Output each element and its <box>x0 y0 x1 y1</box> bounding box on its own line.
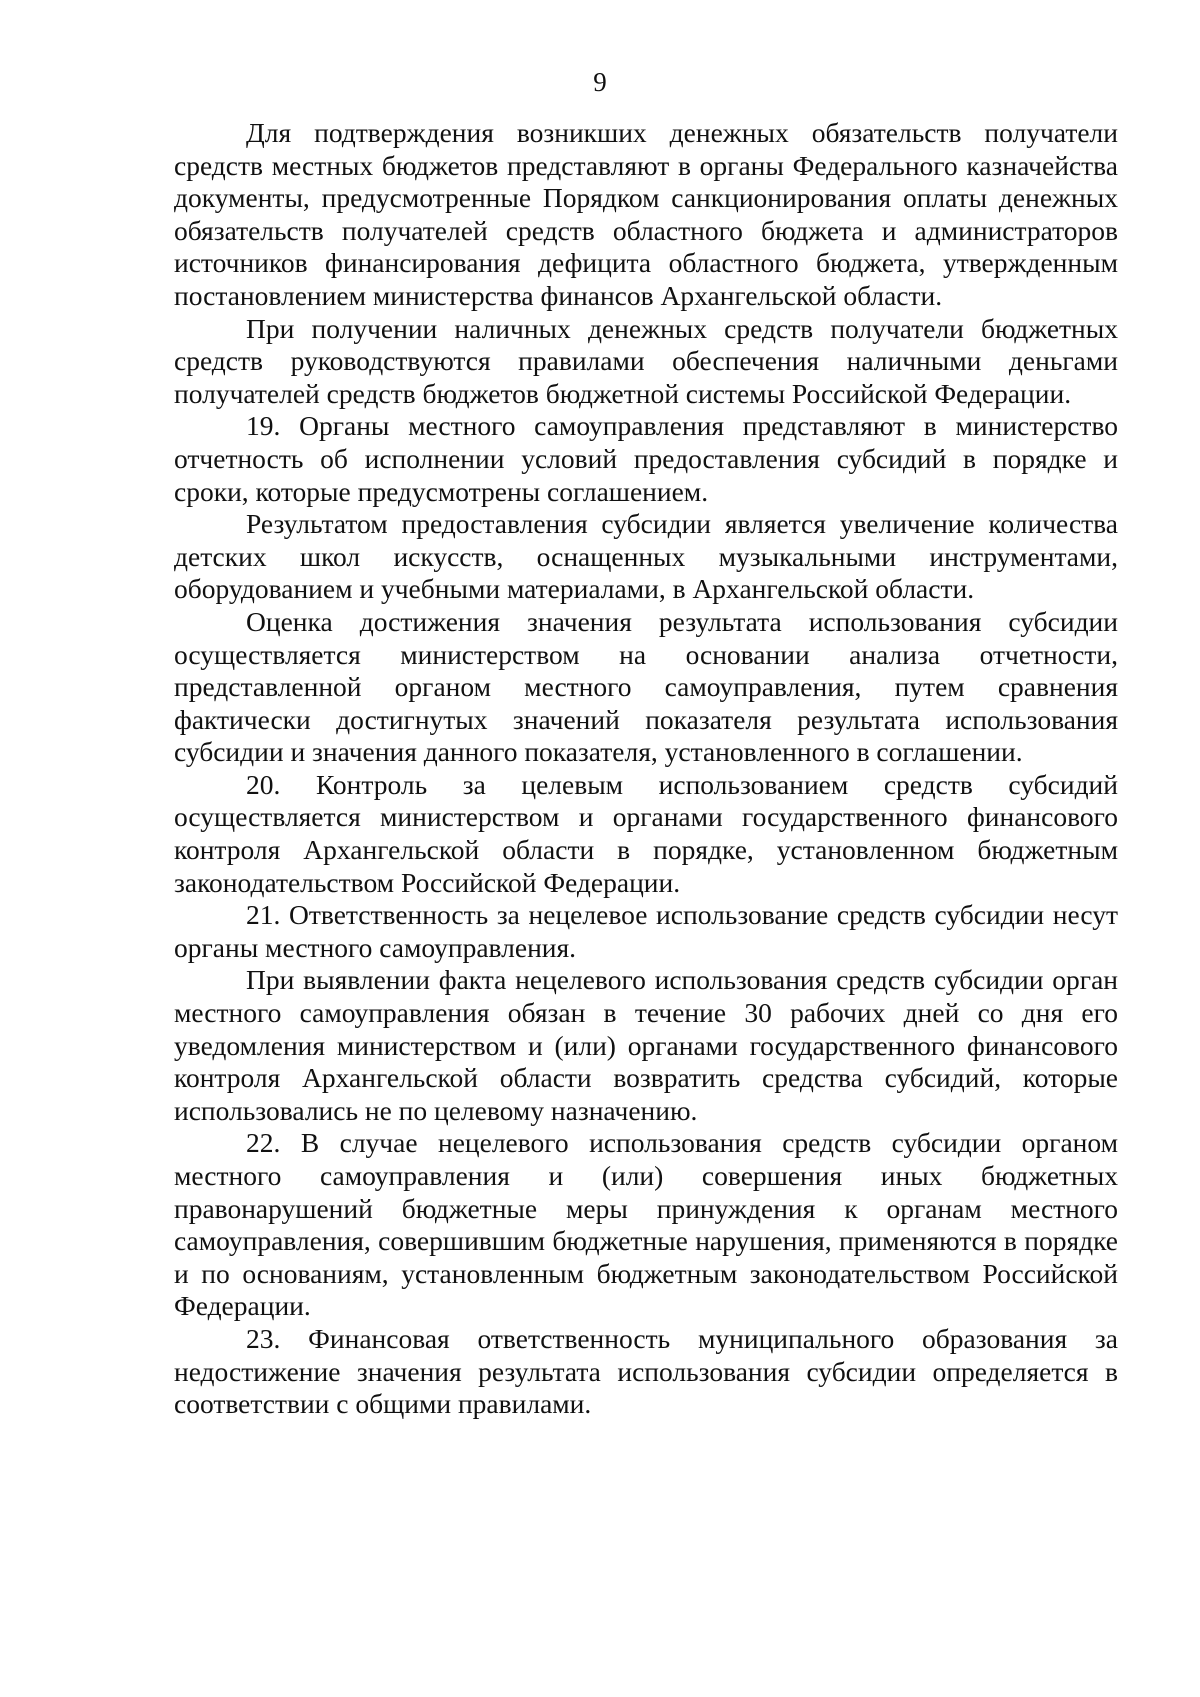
page-number: 9 <box>593 67 607 97</box>
paragraph-item-19: 19. Органы местного самоуправления представляют в министерство отчетность об исполнении условий предоставления субсидий в порядке и сроки, которые предусмотрены соглашением. <box>174 410 1118 507</box>
document-body <box>174 117 1118 1421</box>
paragraph-item-22: 22. В случае нецелевого использования средств субсидии органом местного самоуправления и (или) совершения иных бюджетных правонарушений бюджетные меры принуждения к органам местного самоуправления, совершившим бюджетные нарушения, применяются в порядке и по основаниям, установленным бюджетным законодательством Российской Федерации. <box>174 1127 1118 1322</box>
paragraph-misuse-refund: При выявлении факта нецелевого использования средств субсидии орган местного самоуправления обязан в течение 30 рабочих дней со дня его уведомления министерством и (или) органами государственного финансового контроля Архангельской области возвратить средства субсидий, которые использовались не по целевому назначению. <box>174 964 1118 1126</box>
paragraph-result-evaluation: Оценка достижения значения результата использования субсидии осуществляется министерством на основании анализа отчетности, представленной органом местного самоуправления, путем сравнения фактически достигнутых значений показателя результата использования субсидии и значения данного показателя, установленного в соглашении. <box>174 605 1118 768</box>
paragraph-item-23: 23. Финансовая ответственность муниципального образования за недостижение значения результата использования субсидии определяется в соответствии с общими правилами. <box>174 1322 1118 1420</box>
paragraph-item-21: 21. Ответственность за нецелевое использование средств субсидии несут органы местного самоуправления. <box>174 899 1118 963</box>
paragraph-subsidy-result: Результатом предоставления субсидии является увеличение количества детских школ искусств, оснащенных музыкальными инструментами, оборудованием и учебными материалами, в Архангельской области. <box>174 508 1118 605</box>
paragraph-item-20: 20. Контроль за целевым использованием средств субсидий осуществляется министерством и органами государственного финансового контроля Архангельской области в порядке, установленном бюджетным законодательством Российской Федерации. <box>174 768 1118 898</box>
paragraph-cash-receipt: При получении наличных денежных средств получатели бюджетных средств руководствуются правилами обеспечения наличными деньгами получателей средств бюджетов бюджетной системы Российской Федерации. <box>174 312 1118 409</box>
paragraph-payment-obligations: Для подтверждения возникших денежных обязательств получатели средств местных бюджетов представляют в органы Федерального казначейства документы, предусмотренные Порядком санкционирования оплаты денежных обязательств получателей средств областного бюджета и администраторов источников финансирования дефицита областного бюджета, утвержденным постановлением министерства финансов Архангельской области. <box>174 117 1118 311</box>
